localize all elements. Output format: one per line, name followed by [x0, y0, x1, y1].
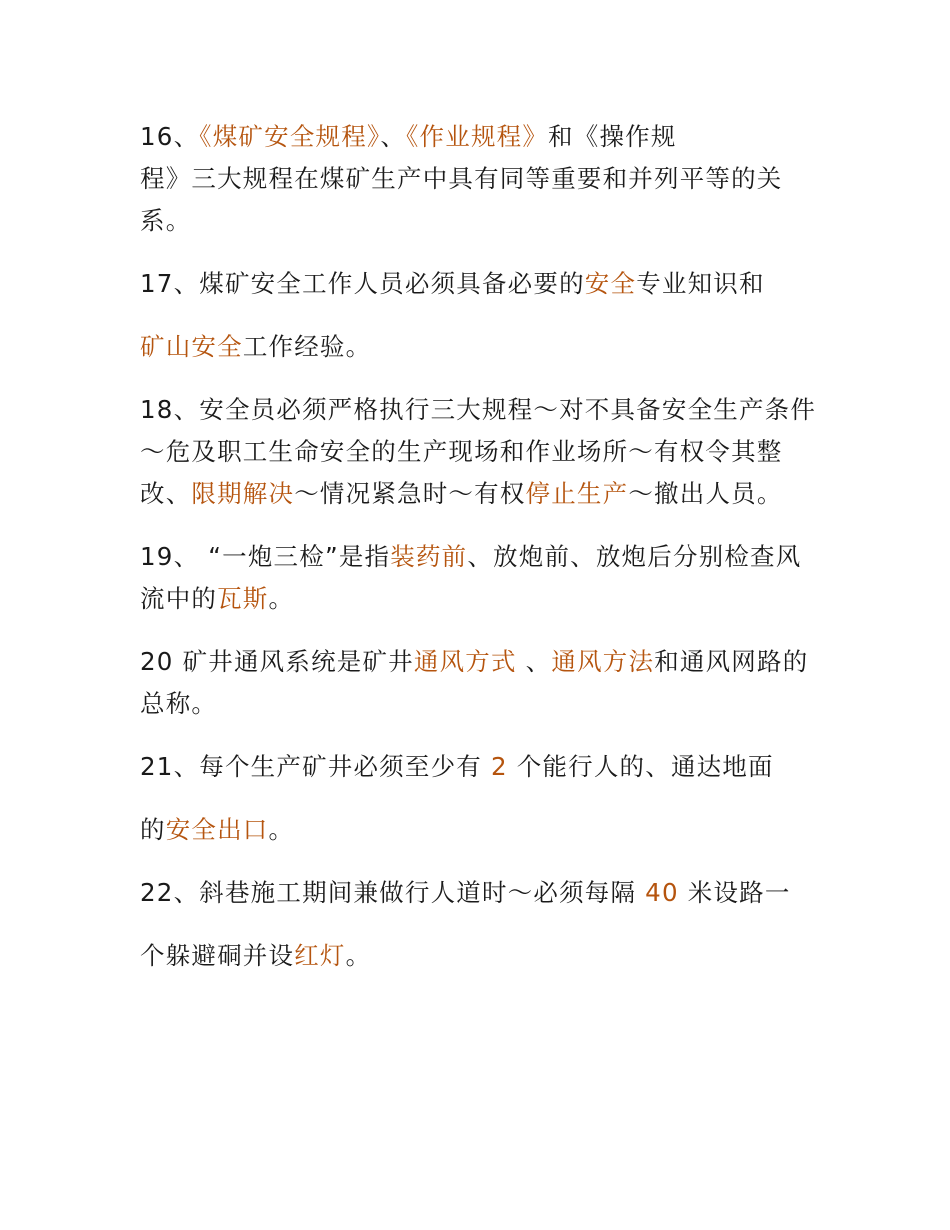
answer-highlight: 通风方法 [551, 647, 655, 676]
paragraph-text: 程》三大规程在煤矿生产中具有同等重要和并列平等的关系。 [140, 164, 783, 235]
answer-highlight: 安全出口 [165, 815, 269, 844]
paragraph-6 [140, 641, 820, 725]
answer-highlight: 《作业规程》 [406, 122, 549, 151]
paragraph-1 [140, 116, 820, 242]
paragraph-text: 个躲避硐并设 [140, 941, 295, 970]
paragraph-4 [140, 389, 820, 515]
paragraph-text: 18、安全员必须严格执行三大规程～对不具备安全生产条件～危及职工生命安全的生产现场和作业场所～有权令其整改、 [140, 395, 817, 508]
paragraph-text: 个能行人的、通达地面 [507, 752, 774, 781]
paragraph-text: 20 矿井通风系统是矿井 [140, 647, 414, 676]
answer-highlight: 2 [490, 752, 508, 781]
paragraph-text: 17、煤矿安全工作人员必须具备必要的 [140, 269, 585, 298]
paragraph-text: 工作经验。 [242, 332, 372, 361]
paragraph-7 [140, 746, 820, 788]
paragraph-text: 和通风网路的总称。 [140, 647, 809, 718]
answer-highlight: 限期解决 [191, 479, 295, 508]
paragraph-text: 、 [380, 122, 407, 151]
paragraph-text: 22、斜巷施工期间兼做行人道时～必须每隔 [140, 878, 646, 907]
paragraph-text: 米设路一 [678, 878, 791, 907]
paragraph-text: 。 [345, 941, 372, 970]
answer-highlight: 瓦斯 [217, 584, 269, 613]
paragraph-text: 。 [268, 815, 295, 844]
paragraph-2 [140, 263, 820, 305]
answer-highlight: 安全 [584, 269, 637, 298]
paragraph-text: 21、每个生产矿井必须至少有 [140, 752, 491, 781]
paragraph-3 [140, 326, 820, 368]
answer-highlight: 《煤矿安全规程》 [199, 122, 381, 151]
paragraph-9 [140, 872, 820, 914]
answer-highlight: 红灯 [294, 941, 346, 970]
answer-highlight: 装药前 [390, 542, 468, 571]
document-page [140, 116, 820, 998]
paragraph-10 [140, 935, 820, 977]
answer-highlight: 通风方式 [413, 647, 517, 676]
answer-highlight: 40 [645, 878, 679, 907]
paragraph-text: ～情况紧急时～有权 [294, 479, 526, 508]
paragraph-text: 16、 [140, 122, 200, 151]
answer-highlight: 停止生产 [525, 479, 629, 508]
answer-highlight: 矿山安全 [140, 332, 243, 361]
paragraph-text: 和《操作规 [548, 122, 677, 151]
paragraph-8 [140, 809, 820, 851]
paragraph-text: 的 [140, 815, 166, 844]
paragraph-text: 。 [268, 584, 295, 613]
paragraph-text: 、放炮前、放炮后分别检查风流中的 [140, 542, 802, 613]
paragraph-text: 19、 “一炮三检”是指 [140, 542, 391, 571]
paragraph-5 [140, 536, 820, 620]
paragraph-text: 专业知识和 [636, 269, 765, 298]
paragraph-text: 、 [516, 647, 552, 676]
paragraph-text: ～撤出人员。 [628, 479, 783, 508]
